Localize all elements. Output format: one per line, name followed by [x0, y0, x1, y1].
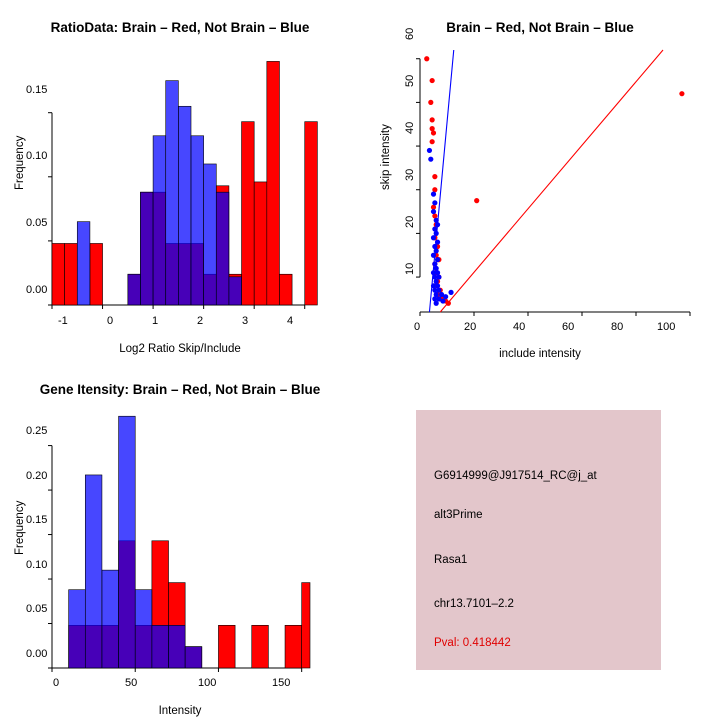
ratio-ytick-0: 0.00 [26, 284, 48, 296]
scatter-xtick-4: 80 [611, 321, 624, 333]
ratio-xtick-1: 0 [107, 315, 114, 327]
ratio-histogram-ylabel: Frequency [14, 135, 26, 190]
scatter-xtick-5: 100 [657, 321, 676, 333]
gene-xtick-3: 150 [272, 677, 291, 689]
info-event-type: alt3Prime [434, 509, 483, 521]
gene-xtick-0: 0 [53, 677, 60, 689]
ratio-ytick-2: 0.10 [26, 150, 48, 162]
ratio-xtick-3: 2 [197, 315, 204, 327]
gene-ytick-3: 0.15 [26, 514, 48, 526]
gene-ytick-1: 0.05 [26, 603, 48, 615]
gene-intensity-plot [0, 360, 360, 720]
gene-ytick-5: 0.25 [26, 425, 48, 437]
gene-xtick-1: 50 [125, 677, 138, 689]
scatter-xtick-3: 60 [562, 321, 575, 333]
scatter-title: Brain – Red, Not Brain – Blue [446, 20, 634, 35]
ratio-xtick-4: 3 [242, 315, 249, 327]
info-location: chr13.7101–2.2 [434, 598, 514, 610]
ratio-xtick-0: -1 [58, 315, 68, 327]
scatter-ytick-1: 20 [404, 215, 416, 228]
scatter-xtick-1: 20 [464, 321, 477, 333]
gene-intensity-xlabel: Intensity [158, 705, 202, 717]
gene-ytick-2: 0.10 [26, 559, 48, 571]
gene-ytick-4: 0.20 [26, 470, 48, 482]
info-panel [360, 360, 720, 720]
ratio-xtick-2: 1 [152, 315, 159, 327]
ratio-histogram-xlabel: Log2 Ratio Skip/Include [119, 343, 241, 355]
gene-intensity-panel [0, 360, 360, 720]
scatter-ytick-0: 10 [404, 262, 416, 275]
scatter-ytick-2: 30 [404, 168, 416, 181]
gene-ytick-0: 0.00 [26, 648, 48, 660]
info-gene: Rasa1 [434, 554, 468, 566]
intensity-scatter-panel [360, 0, 720, 360]
scatter-xtick-0: 0 [414, 321, 421, 333]
gene-intensity-ylabel: Frequency [14, 500, 26, 555]
info-pval: Pval: 0.418442 [434, 637, 511, 649]
scatter-ytick-5: 60 [404, 27, 416, 40]
scatter-xtick-2: 40 [513, 321, 526, 333]
ratio-histogram-title: RatioData: Brain – Red, Not Brain – Blue [50, 20, 310, 35]
gene-intensity-title: Gene Itensity: Brain – Red, Not Brain – Blue [39, 382, 321, 397]
scatter-ylabel: skip intensity [380, 124, 392, 190]
intensity-scatter-plot [360, 0, 720, 360]
ratio-ytick-1: 0.05 [26, 217, 48, 229]
info-box [416, 410, 661, 670]
info-probe-id: G6914999@J917514_RC@j_at [434, 470, 597, 482]
scatter-xlabel: include intensity [499, 348, 581, 360]
ratio-ytick-3: 0.15 [26, 84, 48, 96]
gene-xtick-2: 100 [198, 677, 217, 689]
ratio-xtick-5: 4 [287, 315, 294, 327]
scatter-ytick-4: 50 [404, 74, 416, 87]
scatter-ytick-3: 40 [404, 121, 416, 134]
ratio-histogram-plot [0, 0, 360, 360]
ratio-histogram-panel [0, 0, 360, 360]
